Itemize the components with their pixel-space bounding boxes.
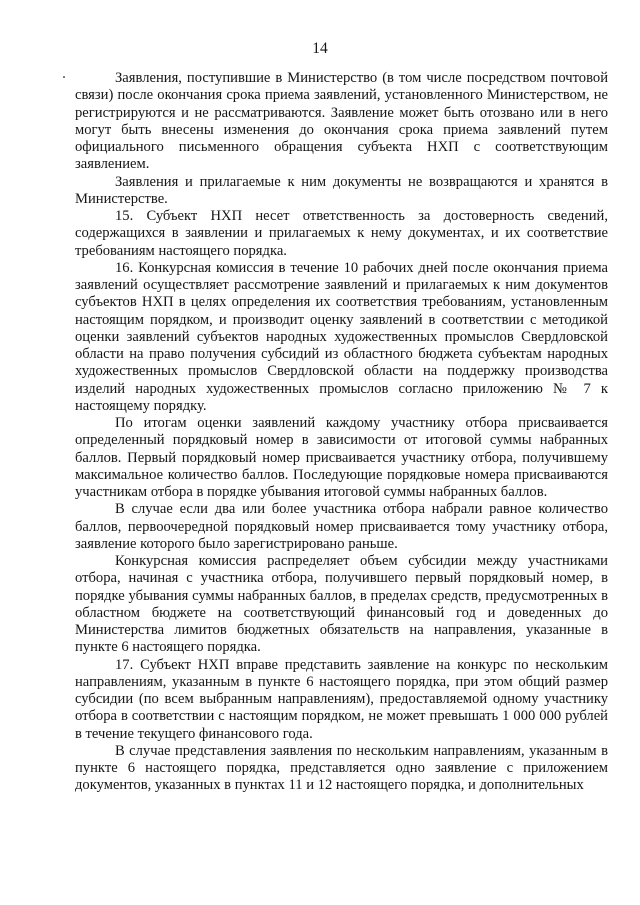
paragraph: В случае представления заявления по нескольким направлениям, указанным в пункте 6 настоящего порядка, представляется одно заявление с приложением документов, указанных в пунктах 11 и 12 настоящего порядка, и дополнительных (75, 742, 608, 794)
paragraph: Заявления, поступившие в Министерство (в том числе посредством почтовой связи) после окончания срока приема заявлений, установленного Министерством, не регистрируются и не рассматриваются. Заявление может быть отозвано или в него могут быть внесены изменения до окончания срока приема заявлений путем официального письменного обращения субъекта НХП с соответствующим заявлением. (75, 70, 608, 173)
scan-speck (63, 76, 65, 78)
paragraph: Конкурсная комиссия распределяет объем субсидии между участниками отбора, начиная с участника отбора, получившего первый порядковый номер, в порядке убывания суммы набранных баллов, в пределах средств, предусмотренных в областном бюджете на соответствующий финансовый год и доведенных до Министерства лимитов бюджетных обязательств на направления, указанные в пункте 6 настоящего порядка. (75, 553, 608, 656)
paragraph: Заявления и прилагаемые к ним документы не возвращаются и хранятся в Министерстве. (75, 173, 608, 207)
paragraph: По итогам оценки заявлений каждому участнику отбора присваивается определенный порядковый номер в зависимости от итоговой суммы набранных баллов. Первый порядковый номер присваивается участнику отбора, получившему максимальное количество баллов. Последующие порядковые номера присваиваются участникам отбора в порядке убывания итоговой суммы набранных баллов. (75, 415, 608, 500)
paragraph: 15. Субъект НХП несет ответственность за достоверность сведений, содержащихся в заявлении и прилагаемых к нему документах, и их соответствие требованиям настоящего порядка. (75, 208, 608, 259)
paragraph: 16. Конкурсная комиссия в течение 10 рабочих дней после окончания приема заявлений осуществляет рассмотрение заявлений и прилагаемых к ним документов субъектов НХП в целях определения их соответствия требованиям, установленным настоящим порядком, и производит оценку заявлений в соответствии с методикой оценки заявлений субъектов народных художественных промыслов Свердловской области на право получения субсидий из областного бюджета субъектам народных художественных промыслов Свердловской области на поддержку производства изделий народных художественных промыслов согласно приложению № 7 к настоящему порядку. (75, 259, 608, 414)
paragraph: В случае если два или более участника отбора набрали равное количество баллов, первоочередной порядковый номер присваивается тому участнику отбора, заявление которого было зарегистрировано раньше. (75, 501, 608, 552)
document-body (75, 70, 608, 795)
paragraph: 17. Субъект НХП вправе представить заявление на конкурс по нескольким направлениям, указанным в пункте 6 настоящего порядка, при этом общий размер субсидии (по всем выбранным направлениям), предоставляемой одному участнику отбора в соответствии с настоящим порядком, не может превышать 1 000 000 рублей в течение текущего финансового года. (75, 656, 608, 742)
page-number: 14 (312, 40, 328, 57)
